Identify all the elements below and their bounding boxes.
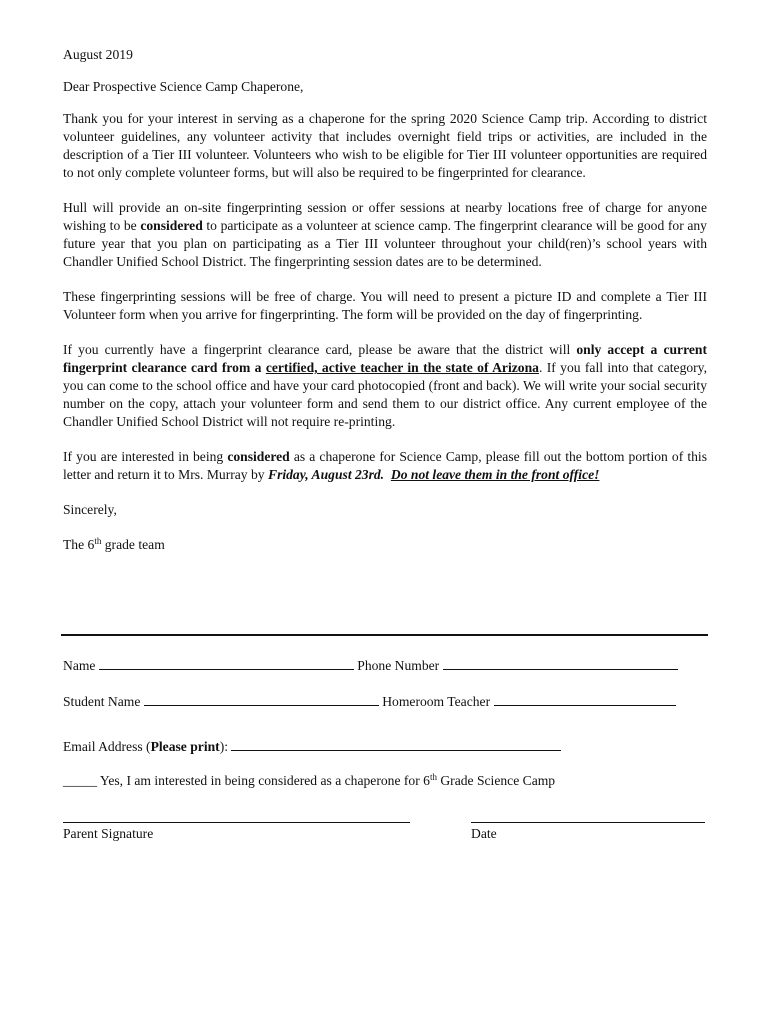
student-row <box>63 692 676 710</box>
letter-date: August 2019 <box>63 47 133 62</box>
homeroom-field[interactable] <box>494 692 676 706</box>
name-field[interactable] <box>99 656 354 670</box>
p2-text: Hull will provide an on-site fingerprinting session or offer sessions at nearby locations free of charge for anyone wishing to be <box>63 200 707 233</box>
yes-checkbox-blank[interactable]: _____ <box>63 773 97 788</box>
closing: Sincerely, <box>63 502 117 517</box>
student-name-label: Student Name <box>63 694 141 709</box>
email-field[interactable] <box>231 737 561 751</box>
yes-sup: th <box>429 772 437 782</box>
paragraph-3: These fingerprinting sessions will be free of charge. You will need to present a picture ID and complete a Tier III Volunteer form when you arrive for fingerprinting. The form will be provided on the day of fingerprinting. <box>63 289 707 322</box>
email-label-bold: Please print <box>150 739 220 754</box>
p2-emphasis: considered <box>140 218 203 233</box>
p4-text-end: . If you fall into that category, you can come to the school office and have your card photocopied (front and back). We will write your social security number on the copy, attach your volunteer form and send them to our district office. Any current employee of the Chandler Unified School District will not require re-printing. <box>63 360 707 429</box>
parent-signature-line[interactable] <box>63 822 410 823</box>
p4-text: If you currently have a fingerprint clearance card, please be aware that the district will <box>63 342 577 357</box>
email-label <box>63 739 228 754</box>
p4-underlined-emphasis: certified, active teacher in the state of Arizona <box>265 360 539 375</box>
name-label: Name <box>63 658 96 673</box>
front-office-warning: Do not leave them in the front office! <box>390 467 600 482</box>
name-row <box>63 656 678 674</box>
sig-sup: th <box>94 536 102 546</box>
date-label: Date <box>471 826 497 841</box>
sig-post: grade team <box>101 537 165 552</box>
email-label-a: Email Address ( <box>63 739 151 754</box>
homeroom-label: Homeroom Teacher <box>382 694 491 709</box>
student-name-field[interactable] <box>144 692 379 706</box>
phone-field[interactable] <box>443 656 678 670</box>
p5-emphasis: considered <box>227 449 290 464</box>
paragraph-2 <box>63 199 707 271</box>
yes-row <box>63 773 555 789</box>
letter-body <box>63 46 707 554</box>
email-row <box>63 737 561 755</box>
parent-signature-label: Parent Signature <box>63 826 154 841</box>
section-divider <box>61 634 708 636</box>
p5-text-mid: as a chaperone for Science Camp, please fill out the bottom portion of this letter and return it to Mrs. Murray by <box>63 449 708 482</box>
paragraph-1: Thank you for your interest in serving as a chaperone for the spring 2020 Science Camp trip. According to district volunteer guidelines, any volunteer activity that includes overnight field trips or activities, are included in the description of a Tier III volunteer. Volunteers who wish to be eligible for Tier III volunteer opportunities are required to not only complete volunteer forms, but will also be required to be fingerprinted for clearance. <box>63 111 707 180</box>
email-label-c: ): <box>219 739 228 754</box>
signature-team <box>63 536 707 554</box>
p2-text-end: to participate as a volunteer at science camp. The fingerprint clearance will be good for any future year that you plan on participating as a Tier III volunteer throughout your child(ren)’s school years with Chandler Unified School District. The fingerprinting session dates are to be determined. <box>63 218 707 269</box>
p5-text: If you are interested in being <box>63 449 228 464</box>
date-line[interactable] <box>471 822 705 823</box>
p4-emphasis: only accept a current fingerprint clearance card from a <box>63 342 707 375</box>
phone-label: Phone Number <box>357 658 440 673</box>
paragraph-4 <box>63 341 707 431</box>
paragraph-5 <box>63 448 707 484</box>
yes-text: Yes, I am interested in being considered as a chaperone for 6 <box>96 773 430 788</box>
sig-pre: The 6 <box>63 537 95 552</box>
salutation: Dear Prospective Science Camp Chaperone, <box>63 79 304 94</box>
yes-text-end: Grade Science Camp <box>436 773 556 788</box>
deadline-date: Friday, August 23rd. <box>268 467 385 482</box>
